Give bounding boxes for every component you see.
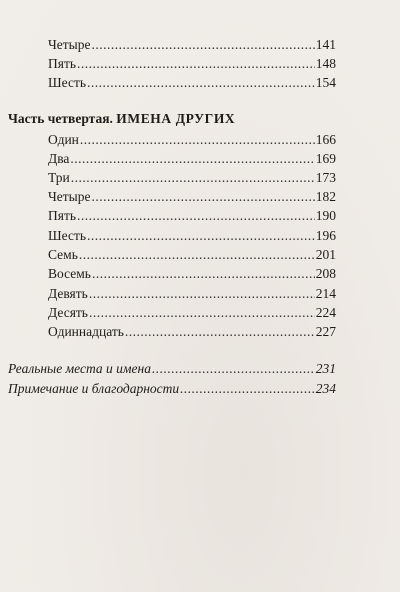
part-prefix: Часть четвертая. <box>8 111 113 126</box>
leader-dots <box>87 73 315 93</box>
toc-entry-page: 224 <box>315 305 336 320</box>
toc-entry <box>48 206 336 226</box>
leader-dots <box>89 303 315 323</box>
leader-dots <box>70 149 314 169</box>
toc-entry-page: 227 <box>315 324 336 339</box>
toc-entry-page: 201 <box>315 247 336 262</box>
toc-entry-page: 196 <box>315 228 336 243</box>
toc-entry-label: Четыре <box>48 37 91 52</box>
toc-entry-page: 231 <box>315 361 336 376</box>
toc-entry-page: 173 <box>315 170 336 185</box>
toc-entry-label: Десять <box>48 305 88 320</box>
toc-entry-label: Три <box>48 170 70 185</box>
toc-entry-page: 154 <box>315 75 336 90</box>
toc-entry-label: Примечание и благодарности <box>8 381 180 396</box>
toc-entry <box>48 168 336 188</box>
toc-entry-label: Два <box>48 151 70 166</box>
toc-entry <box>48 149 336 169</box>
leader-dots <box>77 54 315 74</box>
toc-entry-label: Шесть <box>48 75 86 90</box>
leader-dots <box>125 322 315 342</box>
leader-dots <box>152 359 315 379</box>
toc-entry-page: 166 <box>315 132 336 147</box>
toc-entry-label: Пять <box>48 208 77 223</box>
part-heading <box>8 109 235 129</box>
toc-entry-label: Пять <box>48 56 77 71</box>
toc-entry <box>48 245 336 265</box>
toc-entry-label: Четыре <box>48 189 91 204</box>
toc-entry-page: 182 <box>315 189 336 204</box>
toc-entry-page: 141 <box>315 37 336 52</box>
leader-dots <box>180 379 315 399</box>
toc-entry-label: Шесть <box>48 228 86 243</box>
toc-entry-label: Реальные места и имена <box>8 361 151 376</box>
toc-entry <box>48 264 336 284</box>
leader-dots <box>91 35 314 55</box>
toc-entry <box>48 284 336 304</box>
toc-entry-page: 148 <box>315 56 336 71</box>
toc-entry <box>48 73 336 93</box>
leader-dots <box>80 130 315 150</box>
leader-dots <box>77 206 315 226</box>
leader-dots <box>91 187 314 207</box>
toc-entry-page: 169 <box>315 151 336 166</box>
toc-entry <box>48 322 336 342</box>
toc-entry <box>48 303 336 323</box>
toc-entry-page: 214 <box>315 286 336 301</box>
toc-entry <box>48 35 336 55</box>
toc-entry-appendix <box>8 379 336 399</box>
toc-entry-label: Один <box>48 132 79 147</box>
toc-entry-label: Восемь <box>48 266 91 281</box>
part-title: ИМЕНА ДРУГИХ <box>116 111 236 126</box>
toc-entry-page: 208 <box>315 266 336 281</box>
leader-dots <box>71 168 315 188</box>
toc-entry-appendix <box>8 359 336 379</box>
leader-dots <box>89 284 315 304</box>
toc-entry-label: Девять <box>48 286 88 301</box>
toc-entry <box>48 187 336 207</box>
toc-entry-page: 234 <box>315 381 336 396</box>
leader-dots <box>87 226 315 246</box>
toc-entry <box>48 226 336 246</box>
toc-entry-label: Семь <box>48 247 78 262</box>
toc-entry <box>48 54 336 74</box>
toc-entry-page: 190 <box>315 208 336 223</box>
toc-entry <box>48 130 336 150</box>
toc-entry-label: Одиннадцать <box>48 324 124 339</box>
leader-dots <box>92 264 315 284</box>
leader-dots <box>79 245 315 265</box>
